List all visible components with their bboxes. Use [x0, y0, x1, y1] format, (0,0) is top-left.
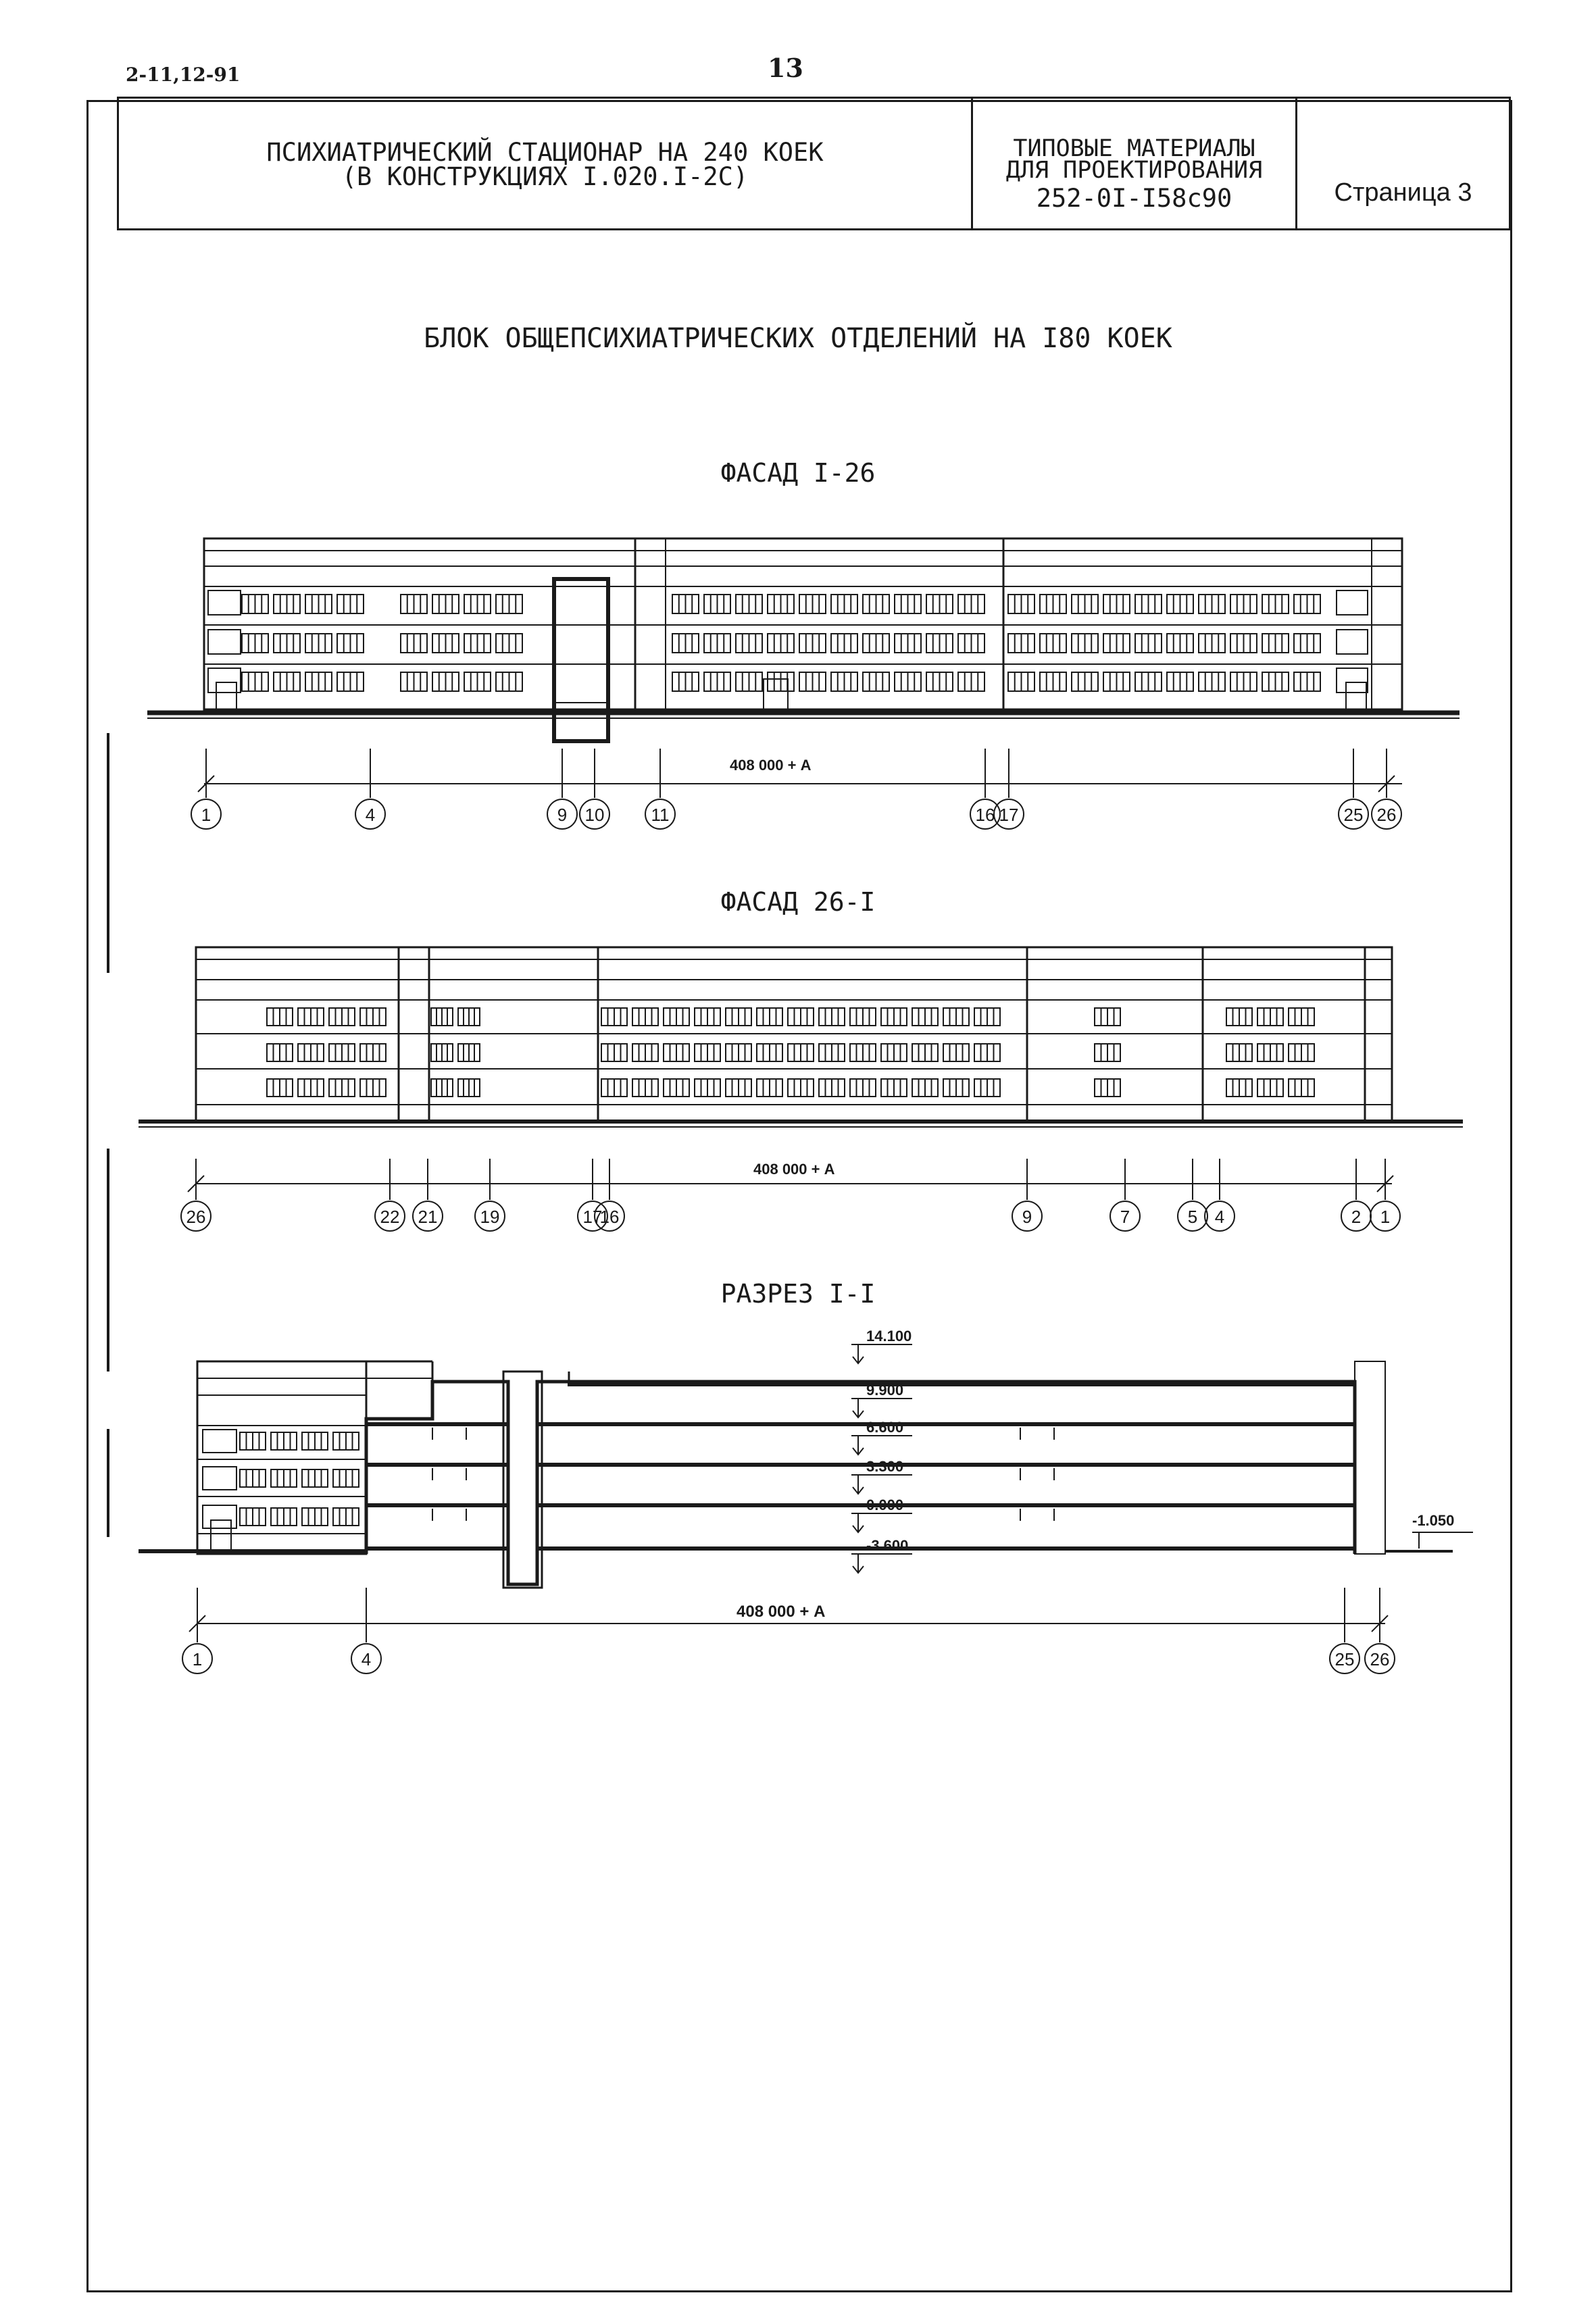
axis-label: 1	[192, 1649, 203, 1669]
axis-label: 16	[599, 1207, 620, 1227]
entrance-door	[211, 1520, 231, 1551]
level-label: 6.600	[866, 1419, 904, 1436]
facade2-dimension-label: 408 000 + А	[753, 1161, 835, 1178]
level-label: -3.600	[866, 1537, 909, 1554]
section-dimension-label: 408 000 + А	[737, 1603, 826, 1621]
facade1-dimension-label: 408 000 + А	[730, 757, 812, 774]
balcony	[1337, 668, 1368, 693]
axis-label: 26	[1376, 805, 1397, 825]
section-level-marks	[851, 1328, 1473, 1573]
level-label: 3.300	[866, 1458, 904, 1475]
materials-line1: ТИПОВЫЕ МАТЕРИАЛЫ	[1013, 135, 1255, 162]
drawing-main-title: БЛОК ОБЩЕПСИХИАТРИЧЕСКИХ ОТДЕЛЕНИЙ НА I80 КОЕК	[424, 323, 1172, 354]
project-title-line1: ПСИХИАТРИЧЕСКИЙ СТАЦИОНАР НА 240 КОЕК	[266, 138, 824, 167]
axis-label: 25	[1343, 805, 1364, 825]
entrance-door	[216, 682, 236, 713]
axis-label: 26	[1370, 1649, 1390, 1669]
balcony	[208, 668, 241, 693]
page-number: 13	[768, 53, 803, 83]
axis-label: 4	[365, 805, 376, 825]
axis-label: 1	[201, 805, 211, 825]
section-drawing	[139, 1361, 1453, 1588]
balcony	[208, 630, 241, 654]
axis-label: 9	[1022, 1207, 1032, 1227]
axis-label: 1	[1380, 1207, 1391, 1227]
axis-label: 17	[582, 1207, 603, 1227]
balcony	[203, 1430, 236, 1453]
axis-label: 4	[1214, 1207, 1225, 1227]
axis-label: 16	[975, 805, 995, 825]
balcony	[1337, 590, 1368, 615]
axis-label: 4	[361, 1649, 372, 1669]
axis-label: 25	[1335, 1649, 1355, 1669]
level-label: 14.100	[866, 1328, 912, 1344]
sheet-label: Страница 3	[1334, 178, 1472, 207]
facade2-elevation	[139, 947, 1463, 1127]
entrance-door	[1346, 682, 1366, 713]
balcony	[203, 1467, 236, 1490]
section-windows	[203, 1420, 1054, 1559]
axis-label: 9	[557, 805, 568, 825]
level-label: 0.000	[866, 1496, 904, 1513]
facade1-windows	[208, 590, 1368, 713]
axis-label: 2	[1351, 1207, 1362, 1227]
facade2-windows	[267, 1008, 1314, 1097]
axis-label: 5	[1187, 1207, 1198, 1227]
ground-level-label: -1.050	[1412, 1512, 1455, 1529]
project-title-line2: (В КОНСТРУКЦИЯХ I.020.I-2C)	[341, 162, 749, 191]
axis-label: 21	[418, 1207, 438, 1227]
axis-label: 22	[380, 1207, 400, 1227]
facade2-title: ФАСАД 26-I	[720, 887, 876, 917]
axis-label: 10	[584, 805, 605, 825]
axis-label: 19	[480, 1207, 500, 1227]
axis-label: 11	[651, 805, 670, 825]
materials-code: 252-0I-I58с90	[1036, 184, 1232, 213]
series-code: 2-11,12-91	[126, 64, 241, 86]
section-axis-markers	[182, 1588, 1395, 1674]
axis-label: 7	[1120, 1207, 1130, 1227]
axis-label: 26	[186, 1207, 206, 1227]
facade1-title: ФАСАД I-26	[720, 458, 876, 488]
axis-label: 17	[999, 805, 1019, 825]
materials-line2: ДЛЯ ПРОЕКТИРОВАНИЯ	[1005, 157, 1263, 184]
balcony	[208, 590, 241, 615]
section-title: РАЗРЕЗ I-I	[720, 1279, 876, 1309]
balcony	[1337, 630, 1368, 654]
level-label: 9.900	[866, 1382, 904, 1399]
